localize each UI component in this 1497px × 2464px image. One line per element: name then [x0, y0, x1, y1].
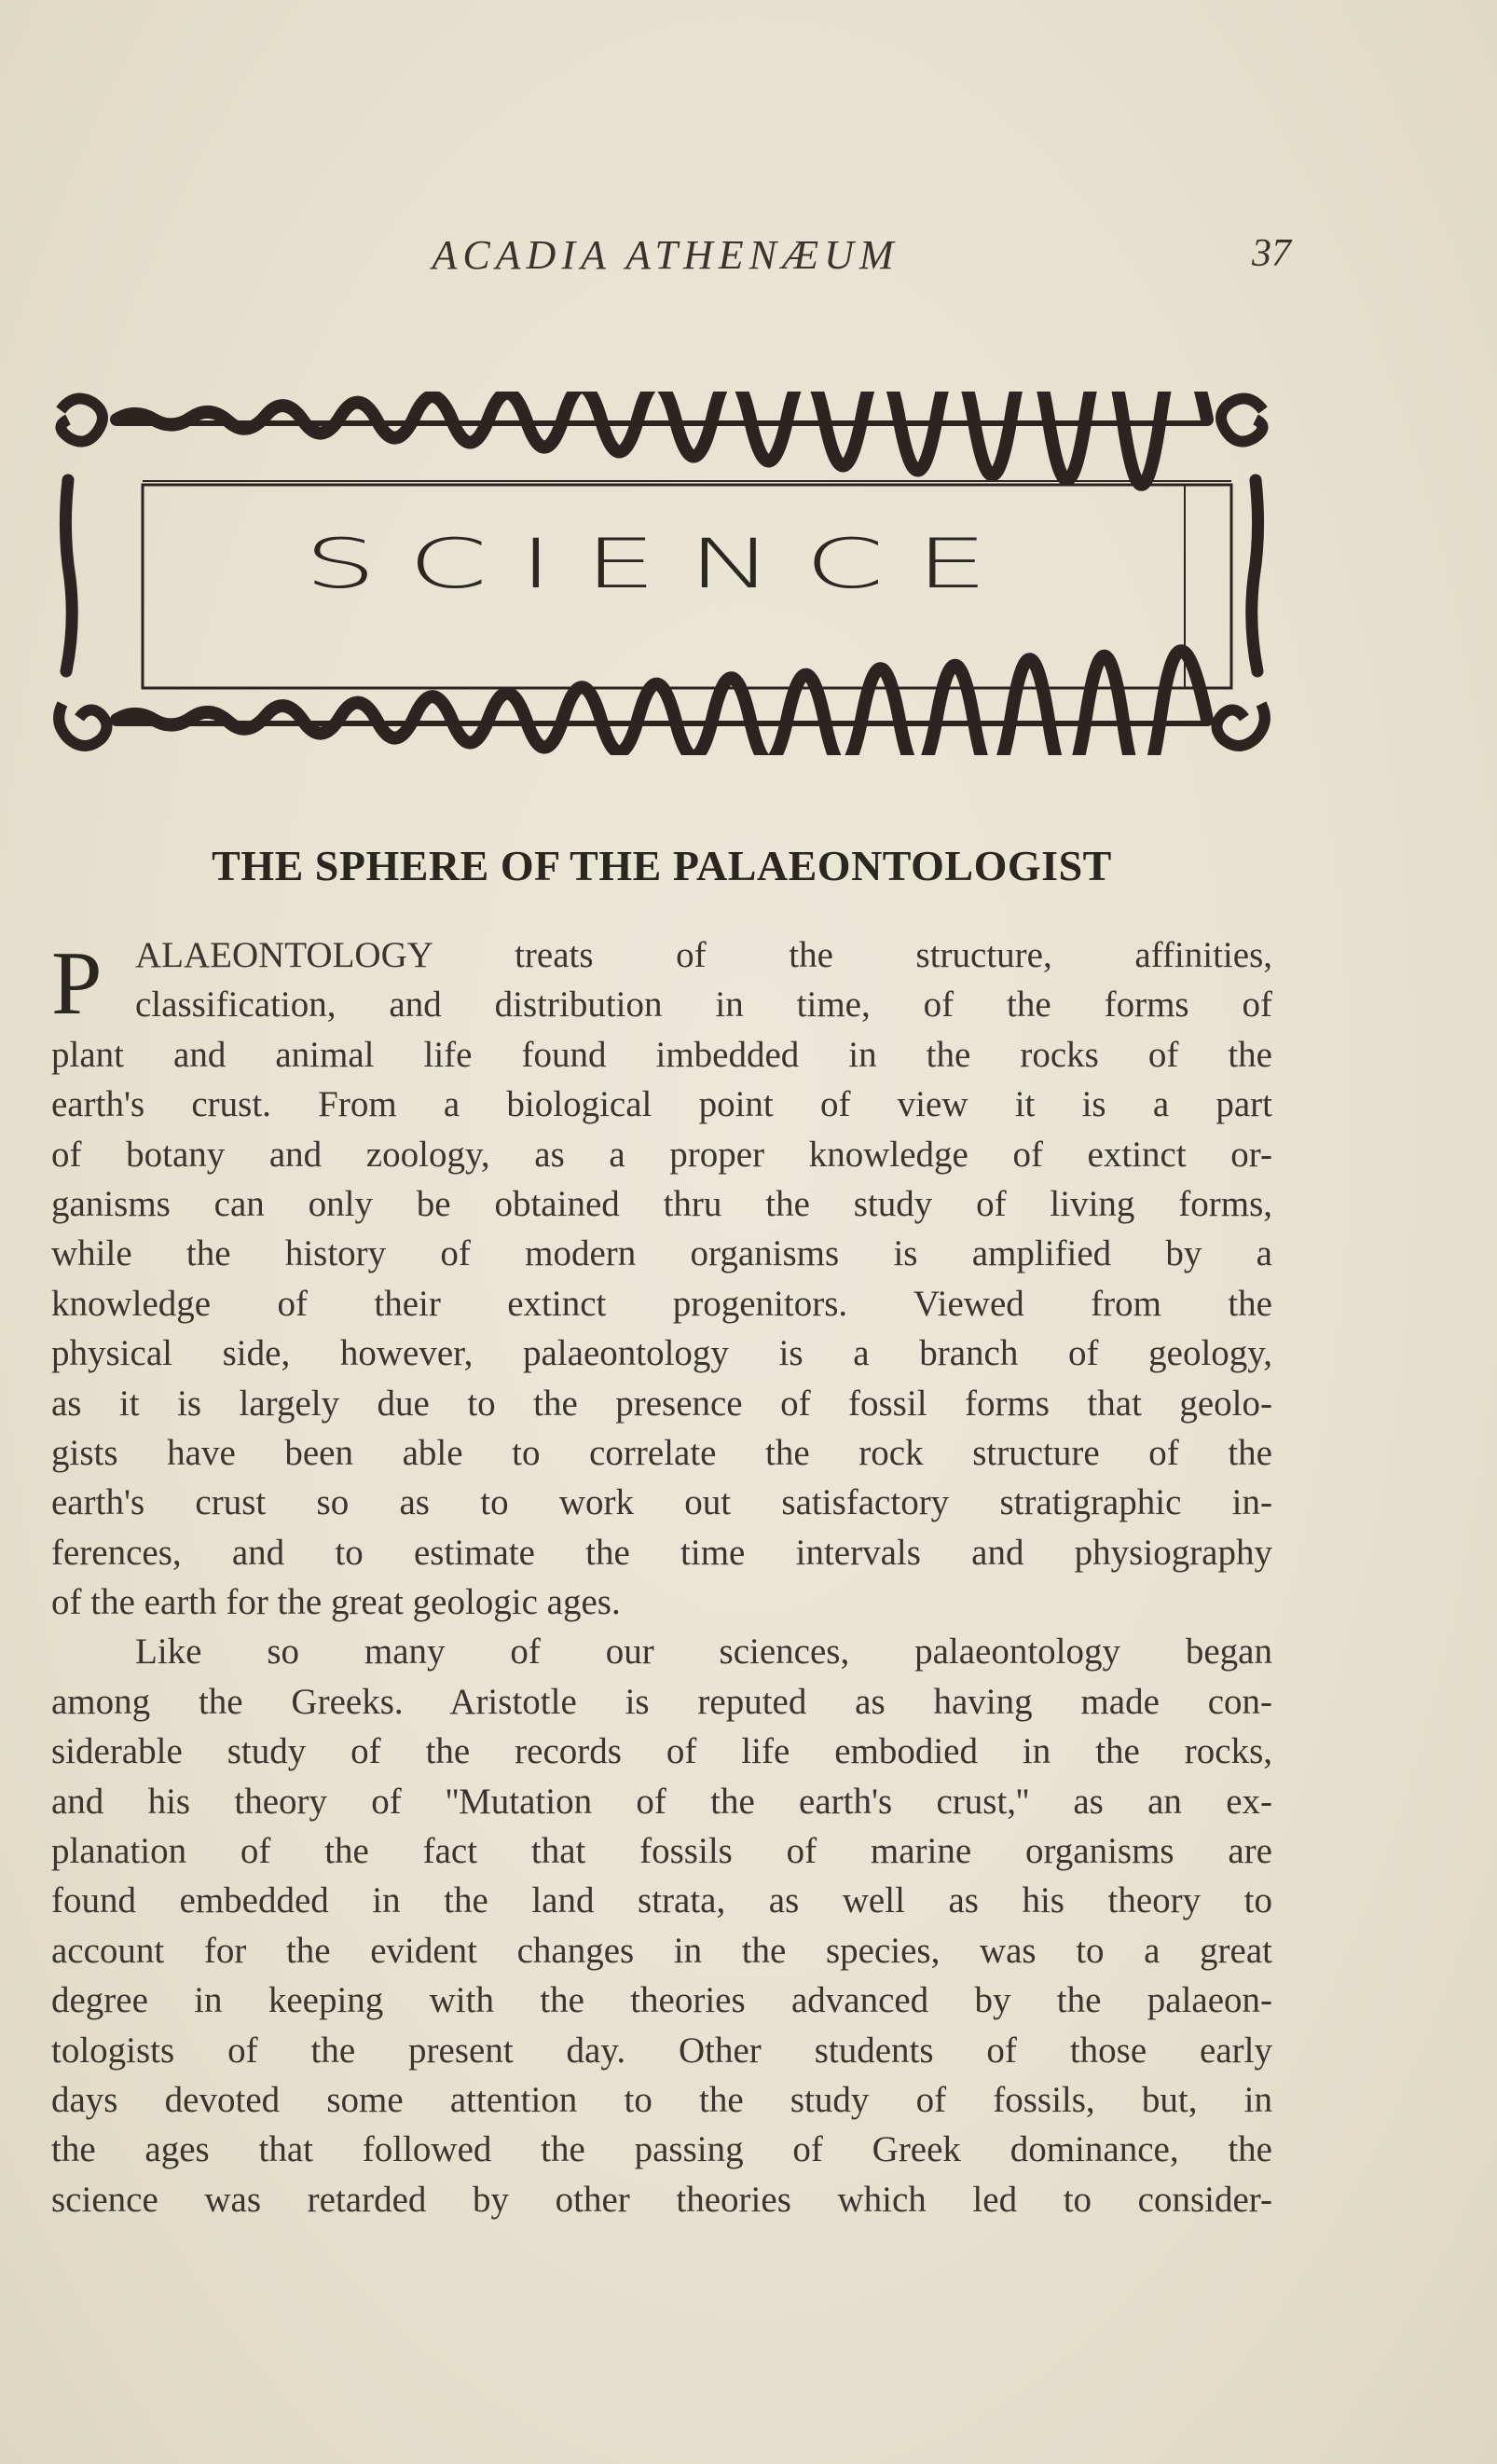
text-line: found embedded in the land strata, as well as his theory to	[51, 1880, 1272, 1921]
text-line: as it is largely due to the presence of fossil forms that geolo-	[51, 1383, 1272, 1424]
text-line: tologists of the present day. Other students of those early	[51, 2030, 1272, 2071]
text-line: planation of the fact that fossils of marine organisms are	[51, 1831, 1272, 1872]
text-line: plant and animal life found imbedded in the rocks of the	[51, 1034, 1272, 1075]
text-line: of botany and zoology, as a proper knowledge of extinct or-	[51, 1134, 1272, 1175]
text-line: classification, and distribution in time, of the forms of	[135, 984, 1272, 1026]
text-line: and his theory of ''Mutation of the earth's crust,'' as an ex-	[51, 1781, 1272, 1822]
science-banner	[51, 392, 1272, 755]
section-title: SCIENCE	[304, 524, 1020, 604]
text-line: the ages that followed the passing of Greek dominance, the	[51, 2129, 1272, 2170]
text-line: siderable study of the records of life embodied in the rocks,	[51, 1731, 1272, 1772]
text-line: ganisms can only be obtained thru the study of living forms,	[51, 1183, 1272, 1224]
text-line: gists have been able to correlate the rock structure of the	[51, 1432, 1272, 1473]
text-line: science was retarded by other theories which led to consider-	[51, 2179, 1272, 2220]
text-line: physical side, however, palaeontology is a branch of geology,	[51, 1333, 1272, 1374]
running-title: ACADIA ATHENÆUM	[432, 232, 900, 278]
page-number: 37	[1252, 232, 1291, 275]
text-line: account for the evident changes in the species, was to a great	[51, 1930, 1272, 1971]
text-line: degree in keeping with the theories advanced by the palaeon-	[51, 1980, 1272, 2021]
text-line: days devoted some attention to the study of fossils, but, in	[51, 2079, 1272, 2120]
article-title: THE SPHERE OF THE PALAEONTOLOGIST	[212, 842, 1112, 889]
article-body	[51, 930, 1272, 2224]
text-line: of the earth for the great geologic ages.	[51, 1582, 621, 1623]
running-head	[51, 231, 1291, 287]
text-line: Like so many of our sciences, palaeontology began	[135, 1631, 1272, 1672]
text-line: ALAEONTOLOGY treats of the structure, affinities,	[135, 935, 1272, 975]
text-line: ferences, and to estimate the time intervals and physiography	[51, 1532, 1272, 1573]
text-line: earth's crust so as to work out satisfactory stratigraphic in-	[51, 1482, 1272, 1523]
text-line: among the Greeks. Aristotle is reputed as having made con-	[51, 1681, 1272, 1722]
text-line: while the history of modern organisms is amplified by a	[51, 1233, 1272, 1274]
text-line: knowledge of their extinct progenitors. Viewed from the	[51, 1283, 1272, 1324]
drop-cap: P	[51, 933, 103, 1034]
text-line: earth's crust. From a biological point of view it is a part	[51, 1084, 1272, 1125]
